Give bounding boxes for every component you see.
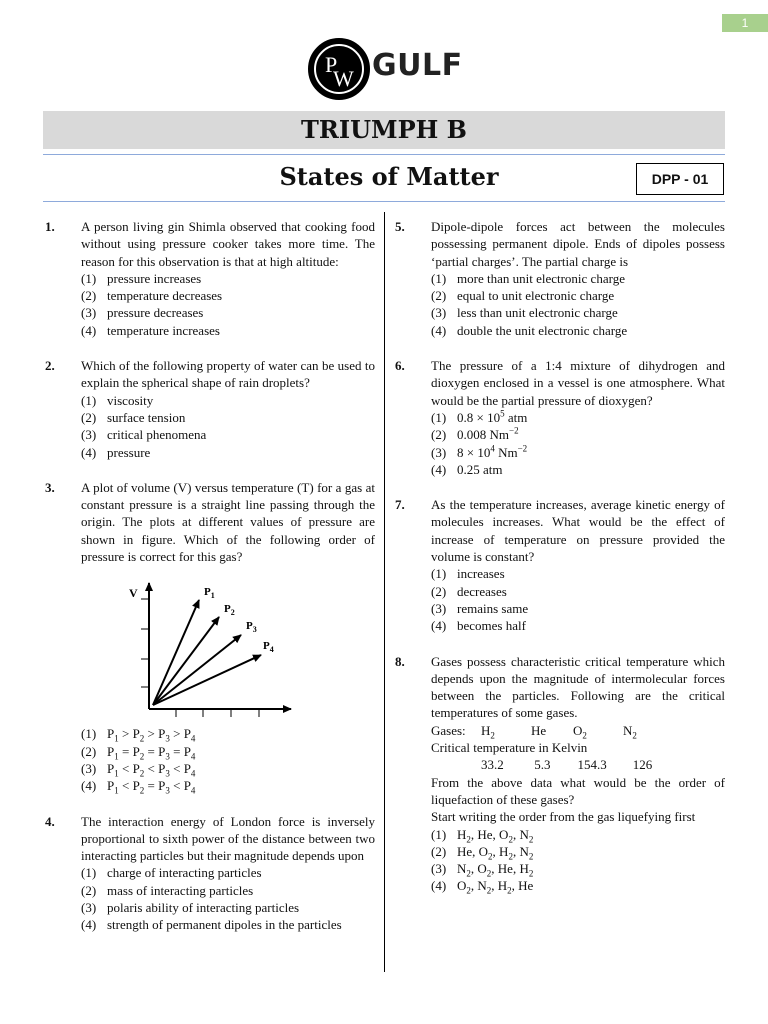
option: (2) mass of interacting particles [81,882,254,898]
option: (2) 0.008 $Nm^{-2}$ [431,425,519,443]
brand-name: GULF [372,48,463,83]
option: (1) viscosity [81,392,154,408]
option: (1) $0.8 \times 10^5$ atm [431,408,528,425]
option: (2) surface tension [81,409,186,425]
option: (2) He, $O_2$, $H_2$, $N_2$ [431,843,534,862]
option: (4) double the unit electronic charge [431,322,628,338]
page-number-badge: 1 [722,14,768,32]
question-4: 4. The interaction energy of London force is inversely proportional to sixth power of the distance between two interacting particles but their magnitude depends upon (1) charge of interacting particles (2) mass of interacting particles (3) polaris ability of interacting particles (4) strength of permanent dipoles in the particles [45,813,375,933]
question-3: 3. A plot of volume (V) versus temperature (T) for a gas at constant pressure is a straight line passing through the origin. The plots at different values of pressure are shown in figure. Which of the following order of pressure is correct for this gas? V $P_1$ $P_2$ $P_3$ $P_4$ (1) $P_1 > P_2 > P_3 > P_4$ (2) $P_1 = P_2 = P_3 = P_4$ (3) $P_1 < P_2 < P_3 < P_4$ (4) $P_1 < P_2 = P_3 < P_4$ [45,479,375,796]
right-column [395,218,725,896]
volume-temperature-figure [81,577,375,719]
question-text: From the above data what would be the order of liquefaction of these gases? [431,774,725,807]
option: (3) $N_2$, $O_2$, He, $H_2$ [431,861,534,879]
option: (1) pressure increases [81,270,202,286]
option: (4) pressure [81,444,151,460]
p3-label: $P_3$ [246,620,257,635]
question-7: 7. As the temperature increases, average kinetic energy of molecules increases. What would be the effect of increase of temperature on pressure provided the volume is constant? (1) increases (2) decreases (3) remains same (4) becomes half [395,497,725,634]
brand-logo [308,38,468,100]
instruction-text: Start writing the order from the gas liquefying first [431,809,696,825]
question-8: 8. Gases possess characteristic critical temperature which depends upon the magnitude of intermolecular forces between the particles. Following are the critical temperatures of some gases. Gases: $H_2$ He $O_2$ $N_2$ Critical temperature in Kelvin 33.2 5.3 154.3 126 From the above data what would be the order of liquefaction of these gases? Start writing the order from the gas liquefying first (1) $H_2$, He, $O_2$, $N_2$ (2) He, $O_2$, $H_2$, $N_2$ (3) $N_2$, $O_2$, He, $H_2$ (4) $O_2$, $N_2$, $H_2$, He [395,653,725,896]
option: (3) pressure decreases [81,305,204,321]
banner-title: TRIUMPH B [43,111,725,149]
left-column [45,218,375,934]
question-text: A plot of volume (V) versus temperature (T) for a gas at constant pressure is a straight line passing through the origin. The plots at different values of pressure are shown in figure. Which of the following order of pressure is correct for this gas? [81,479,375,565]
option: (4) strength of permanent dipoles in the particles [81,917,342,933]
option: (1) increases [431,566,505,582]
critical-temperature-label: Critical temperature in Kelvin [431,740,588,756]
column-divider [384,212,385,972]
option: (3) $P_1 < P_2 < P_3 < P_4$ [81,760,196,779]
p1-label: $P_1$ [204,586,215,601]
option: (1) $H_2$, He, $O_2$, $N_2$ [431,826,534,845]
dpp-badge: DPP - 01 [636,163,724,195]
question-5: 5. Dipole-dipole forces act between the molecules possessing permanent dipole. Ends of dipoles possess ‘partial charges’. The partial charge is (1) more than unit electronic charge (2) equal to unit electronic charge (3) less than unit electronic charge (4) double the unit electronic charge [395,219,725,338]
option: (3) less than unit electronic charge [431,305,618,321]
critical-temperature-values: 33.2 5.3 154.3 126 [481,757,653,773]
page-title: States of Matter [279,162,499,191]
question-2: 2. Which of the following property of water can be used to explain the spherical shape of rain droplets? (1) viscosity (2) surface tension (3) critical phenomena (4) pressure [45,358,375,460]
option: (4) $P_1 < P_2 = P_3 < P_4$ [81,778,196,796]
question-text: As the temperature increases, average kinetic energy of molecules increases. What would be the effect of increase of temperature on pressure provided the volume is constant? [431,497,725,565]
question-text: The interaction energy of London force is inversely proportional to sixth power of the distance between two interacting particles but their magnitude depends upon [81,813,375,864]
option: (4) $O_2$, $N_2$, $H_2$, He [431,878,534,896]
question-text: A person living gin Shimla observed that cooking food without using pressure cooker takes more time. The reason for this observation is that at high altitude: [81,219,375,269]
option: (3) $8 \times 10^4$ $Nm^{-2}$ [431,443,528,460]
question-6: 6. The pressure of a 1:4 mixture of dihydrogen and dioxygen enclosed in a vessel is one atmosphere. What would be the partial pressure of dioxygen? (1) $0.8 \times 10^5$ atm (2) 0.008 $Nm^{-2}$ (3) $8 \times 10^4$ $Nm^{-2}$ (4) 0.25 atm [395,358,725,477]
option: (3) critical phenomena [81,427,207,443]
pw-logo-icon: P W [308,38,370,100]
question-text: Dipole-dipole forces act between the molecules possessing permanent dipole. Ends of dipoles possess ‘partial charges’. The partial charge is [431,219,725,269]
gases-row: Gases: $H_2$ He $O_2$ $N_2$ [431,722,637,741]
divider [43,201,725,202]
question-1: 1. A person living gin Shimla observed that cooking food without using pressure cooker takes more time. The reason for this observation is that at high altitude: (1) pressure increases (2) temperature decreases (3) pressure decreases (4) temperature increases [45,219,375,338]
option: (1) $P_1 > P_2 > P_3 > P_4$ [81,726,196,744]
v-axis-label: V [129,586,138,601]
option: (1) charge of interacting particles [81,865,262,881]
question-text: Which of the following property of water can be used to explain the spherical shape of rain droplets? [81,358,375,391]
option: (4) becomes half [431,618,526,634]
p2-label: $P_2$ [224,603,235,618]
question-text: Gases possess characteristic critical temperature which depends upon the magnitude of intermolecular forces between the particles. Following are the critical temperatures of some gases. [431,653,725,721]
option: (4) temperature increases [81,322,220,338]
option: (2) temperature decreases [81,288,223,304]
option: (2) $P_1 = P_2 = P_3 = P_4$ [81,743,196,762]
option: (4) 0.25 atm [431,461,503,477]
option: (1) more than unit electronic charge [431,270,625,286]
p4-label: $P_4$ [263,640,274,655]
option: (2) equal to unit electronic charge [431,288,615,304]
option: (2) decreases [431,583,507,599]
option: (3) remains same [431,600,529,616]
vt-plot [81,577,375,719]
option: (3) polaris ability of interacting particles [81,900,300,916]
question-text: The pressure of a 1:4 mixture of dihydrogen and dioxygen enclosed in a vessel is one atmosphere. What would be the partial pressure of dioxygen? [431,358,725,408]
divider [43,154,725,155]
